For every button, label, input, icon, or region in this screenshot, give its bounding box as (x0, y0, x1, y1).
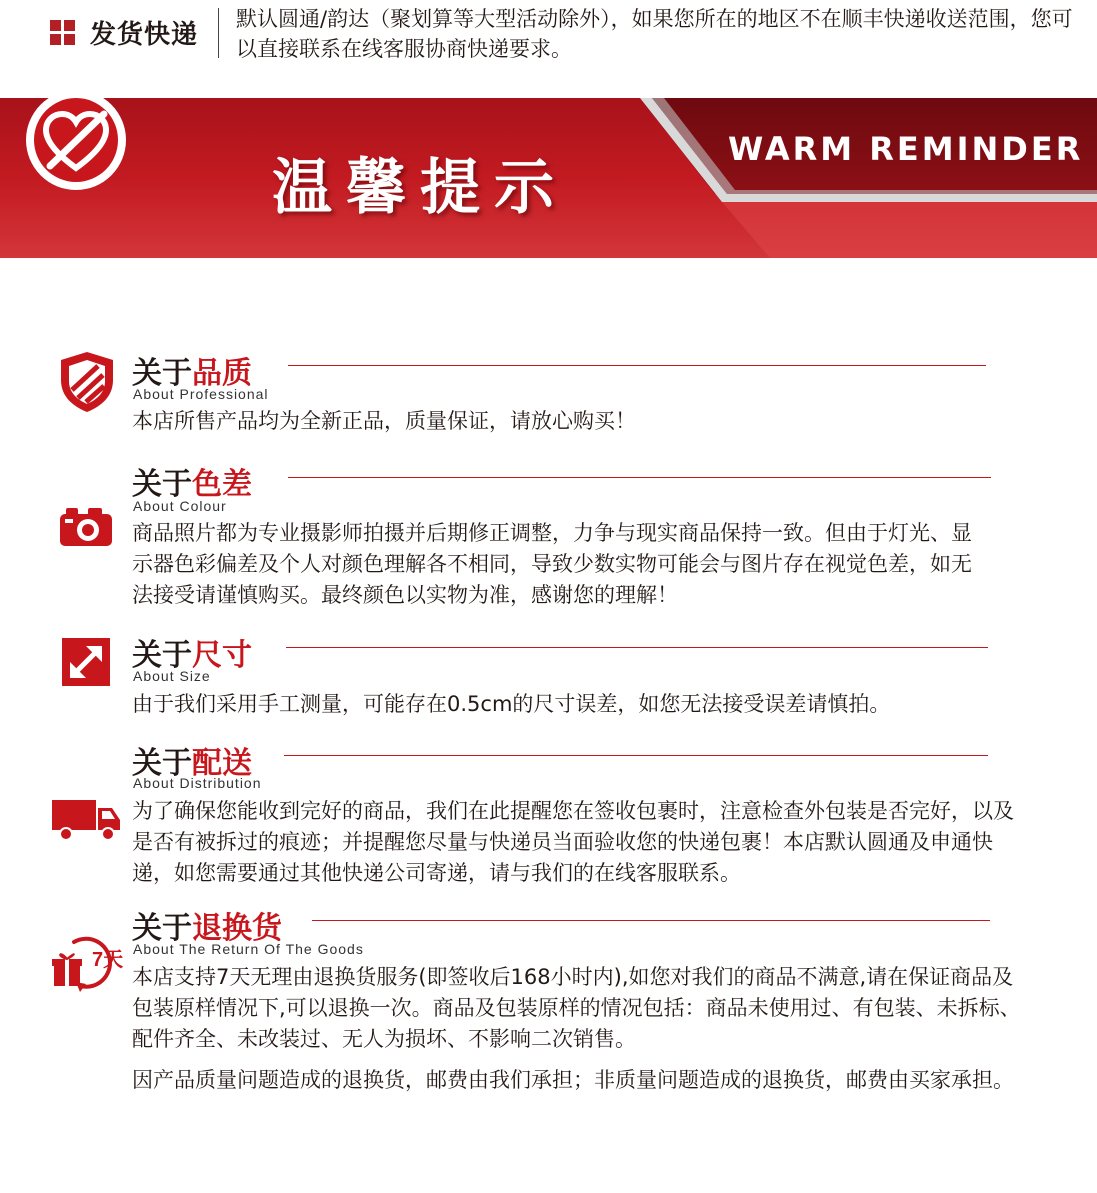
section-return-subtitle: About The Return Of The Goods (133, 941, 364, 957)
seven-day-label: 7天 (92, 949, 124, 971)
section-distribution-heading: 关于配送 (132, 746, 252, 781)
section-divider (288, 477, 991, 478)
section-return-heading: 关于退换货 (132, 911, 282, 946)
section-colour-heading: 关于色差 (132, 467, 252, 502)
section-return-body: 本店支持7天无理由退换货服务(即签收后168小时内),如您对我们的商品不满意,请在保证商品及包装原样情况下,可以退换一次。商品及包装原样的情况包括：商品未使用过、有包装、未拆标、配件齐全、未改装过、无人为损坏、不影响二次销售。 因产品质量问题造成的退换货，邮费由我们承担；非质量问题造成的退换货，邮费由买家承担。 (132, 965, 1021, 1092)
section-divider (288, 365, 986, 366)
heart-badge-icon (20, 84, 132, 196)
section-size-body: 由于我们采用手工测量，可能存在0.5cm的尺寸误差，如您无法接受误差请慎拍。 (132, 692, 891, 716)
section-divider (286, 647, 988, 648)
section-quality-subtitle: About Professional (133, 386, 269, 402)
shipping-title: 发货快递 (90, 20, 199, 50)
section-distribution-body: 为了确保您能收到完好的商品，我们在此提醒您在签收包裹时，注意检查外包装是否完好，以及是否有被拆过的痕迹；并提醒您尽量与快递员当面验收您的快递包裹！本店默认圆通及申通快递，如您需要通过其他快递公司寄递，请与我们的在线客服联系。 (132, 799, 1014, 885)
section-quality-body: 本店所售产品均为全新正品，质量保证，请放心购买！ (132, 409, 636, 433)
seven-day-return-icon (52, 932, 124, 994)
resize-arrow-icon (62, 638, 110, 686)
section-divider (284, 755, 988, 756)
truck-icon (52, 798, 122, 842)
section-distribution-subtitle: About Distribution (133, 775, 262, 791)
section-quality-heading: 关于品质 (132, 356, 252, 391)
section-colour-body: 商品照片都为专业摄影师拍摄并后期修正调整，力争与现实商品保持一致。但由于灯光、显示器色彩偏差及个人对颜色理解各不相同，导致少数实物可能会与图片存在视觉色差，如无法接受请谨慎购买。最终颜色以实物为准，感谢您的理解！ (132, 521, 972, 607)
section-divider (312, 920, 990, 921)
section-colour-subtitle: About Colour (133, 498, 227, 514)
banner-title-en: WARM REMINDER (728, 130, 1084, 168)
shipping-text: 默认圆通/韵达（聚划算等大型活动除外），如果您所在的地区不在顺丰快递收送范围，您可以直接联系在线客服协商快递要求。 (236, 7, 1073, 61)
section-size-subtitle: About Size (133, 668, 211, 684)
banner-title: 温馨提示 (272, 153, 568, 223)
grid-icon (50, 20, 76, 46)
shipping-notice (0, 0, 1097, 70)
section-size-heading: 关于尺寸 (132, 638, 252, 673)
shield-icon (58, 350, 116, 414)
divider (218, 8, 219, 58)
camera-icon (58, 506, 114, 548)
